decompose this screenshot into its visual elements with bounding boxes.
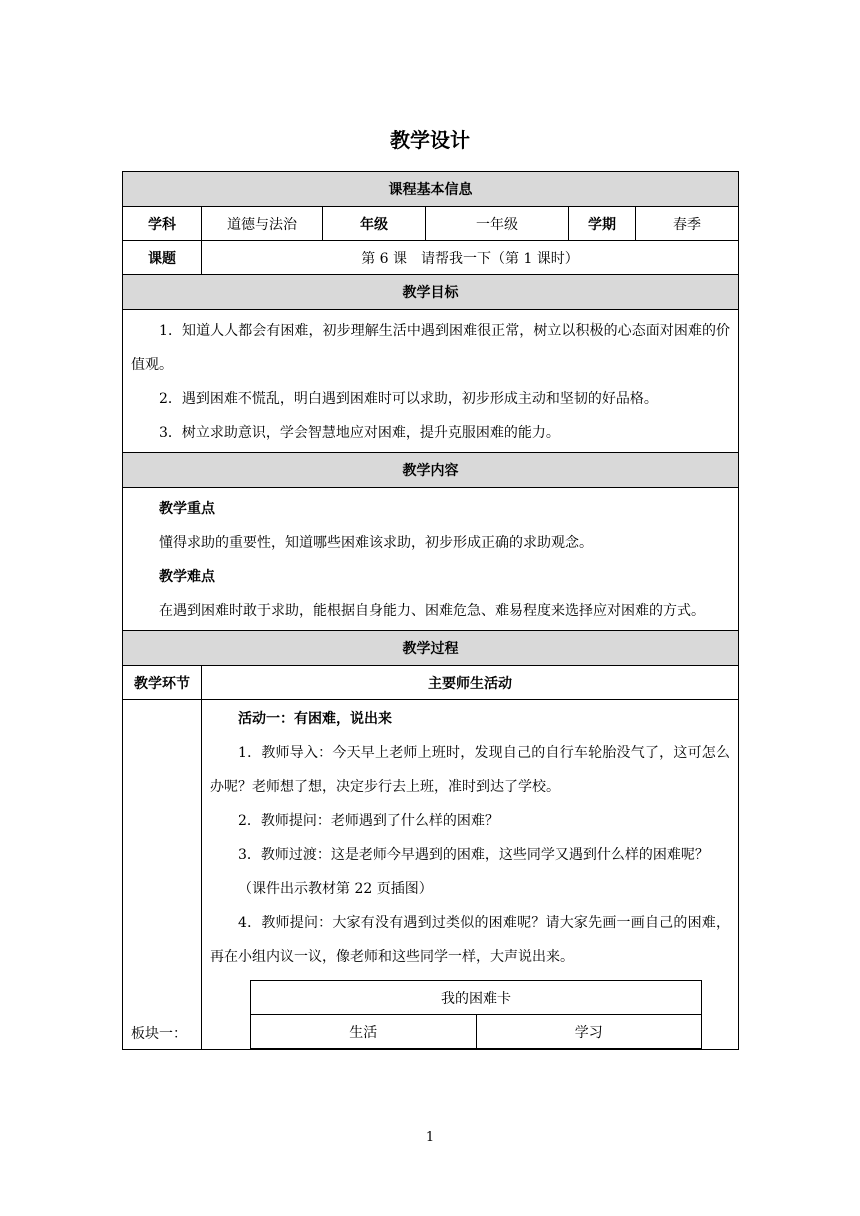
grade-label: 年级	[323, 207, 426, 241]
activity-paragraph: （课件出示教材第 22 页插图）	[238, 881, 433, 897]
difficulty-card-title: 我的困难卡	[251, 981, 702, 1015]
key-point-label: 教学重点	[159, 501, 215, 517]
objective-item: 3．树立求助意识，学会智慧地应对困难，提升克服困难的能力。	[159, 425, 560, 441]
content-header: 教学内容	[123, 453, 739, 488]
page-number: 1	[425, 1130, 435, 1145]
section-cell	[123, 700, 202, 1050]
grade-value: 一年级	[426, 207, 569, 241]
activity-paragraph: 4．教师提问：大家有没有遇到过类似的困难呢？请大家先画一画自己的困难，再在小组内议一议，像老师和这些同学一样，大声说出来。	[210, 915, 731, 965]
process-header: 教学过程	[123, 631, 739, 666]
difficulty-text: 在遇到困难时敢于求助，能根据自身能力、困难危急、难易程度来选择应对困难的方式。	[159, 603, 705, 619]
section-label: 板块一：	[131, 1026, 187, 1042]
activity-column-header: 主要师生活动	[202, 666, 739, 700]
document-title: 教学设计	[390, 128, 470, 152]
topic-value: 第 6 课 请帮我一下（第 1 课时）	[202, 241, 739, 275]
objectives-header: 教学目标	[123, 275, 739, 310]
term-label: 学期	[569, 207, 636, 241]
objectives-body	[123, 310, 739, 453]
subject-value: 道德与法治	[202, 207, 323, 241]
subject-label: 学科	[123, 207, 202, 241]
activity-title: 活动一：有困难，说出来	[238, 711, 392, 727]
key-point-text: 懂得求助的重要性，知道哪些困难该求助，初步形成正确的求助观念。	[159, 535, 593, 551]
activity-paragraph: 1．教师导入：今天早上老师上班时，发现自己的自行车轮胎没气了，这可怎么办呢？老师想了想，决定步行去上班，准时到达了学校。	[210, 745, 731, 795]
difficulty-card-study: 学习	[476, 1015, 702, 1049]
activity-cell	[202, 700, 739, 1050]
basic-info-header: 课程基本信息	[123, 172, 739, 207]
difficulty-label: 教学难点	[159, 569, 215, 585]
activity-paragraph: 3．教师过渡：这是老师今早遇到的困难，这些同学又遇到什么样的困难呢？	[238, 847, 709, 863]
difficulty-card-life: 生活	[251, 1015, 477, 1049]
topic-label: 课题	[123, 241, 202, 275]
content-body	[123, 488, 739, 631]
objective-item: 2．遇到困难不慌乱，明白遇到困难时可以求助，初步形成主动和坚韧的好品格。	[159, 391, 658, 407]
stage-column-header: 教学环节	[123, 666, 202, 700]
difficulty-card-table	[250, 980, 702, 1049]
lesson-plan-table	[122, 171, 738, 1050]
activity-paragraph: 2．教师提问：老师遇到了什么样的困难？	[238, 813, 499, 829]
term-value: 春季	[636, 207, 739, 241]
objective-item: 1．知道人人都会有困难，初步理解生活中遇到困难很正常，树立以积极的心态面对困难的价值观。	[131, 323, 731, 373]
